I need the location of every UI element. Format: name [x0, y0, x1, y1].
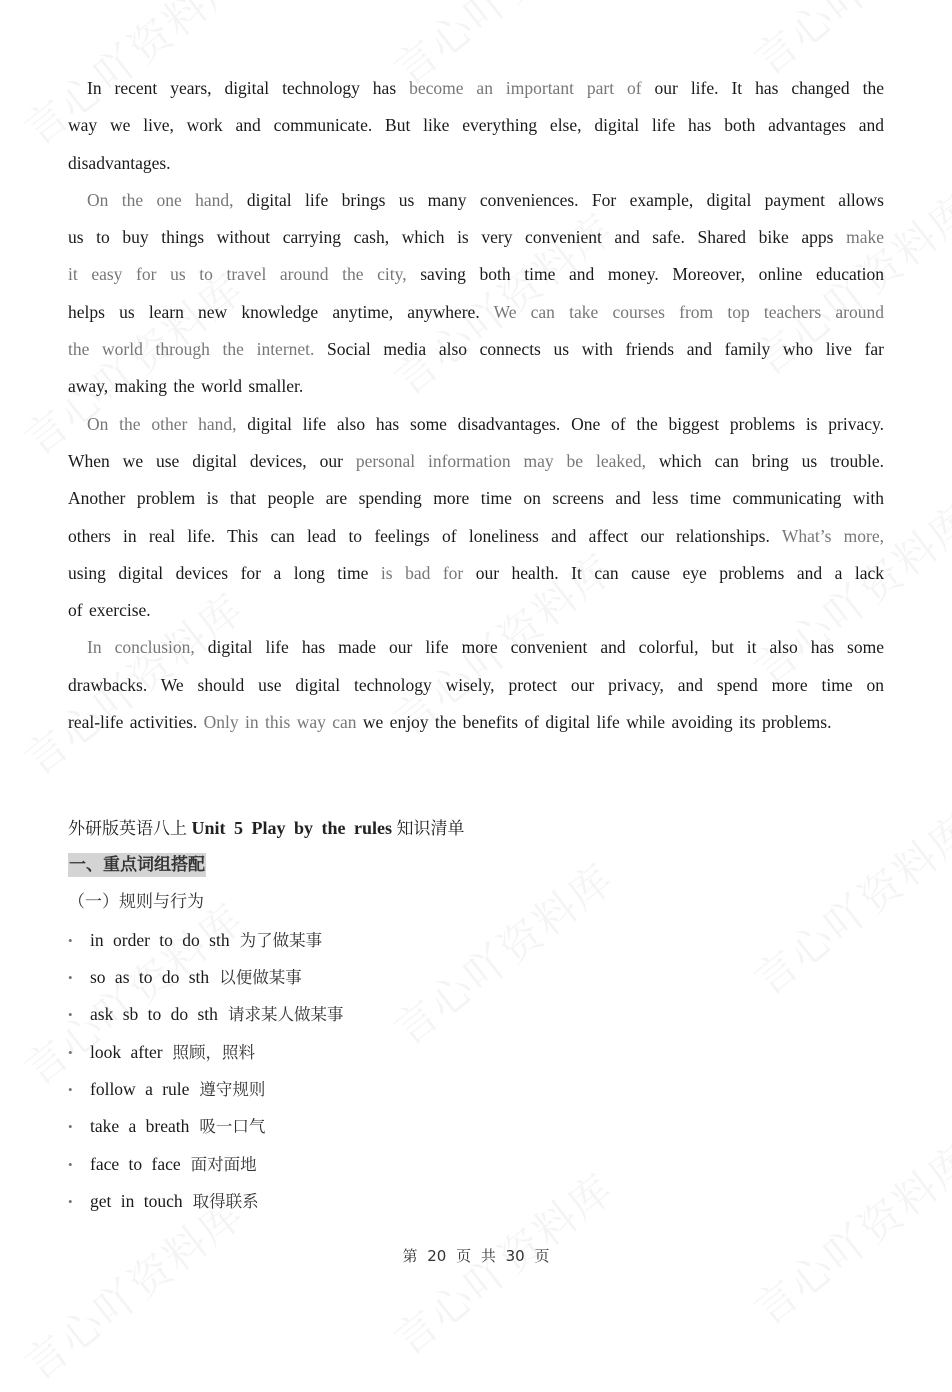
text-run: digital life also has some disadvantages. One of the biggest problems is privacy.: [236, 413, 884, 434]
bullet-icon: •: [68, 1082, 73, 1098]
paragraph-1-line: [68, 70, 884, 107]
sub-heading: （一）规则与行为: [68, 892, 204, 912]
phrase-chinese: 为了做某事: [239, 930, 323, 950]
text-run: our health. It can cause eye problems and a lack: [463, 562, 884, 583]
paragraph-3-line: [68, 518, 884, 555]
phrase-english: look after: [90, 1041, 163, 1062]
section-heading-text: 一、重点词组搭配: [69, 855, 205, 875]
text-run: using digital devices for a long time: [68, 562, 381, 583]
phrase-english: in order to do sth: [90, 929, 230, 950]
page-number: 第 20 页 共 30 页: [402, 1247, 550, 1265]
phrase-english: face to face: [90, 1153, 181, 1174]
list-item: [68, 959, 888, 996]
list-item: [68, 1034, 888, 1071]
highlighted-phrase: make: [846, 227, 884, 248]
highlighted-phrase: the world through the internet.: [68, 339, 315, 360]
list-item: [68, 1146, 888, 1183]
document-title: [68, 810, 888, 847]
bullet-icon: •: [68, 1156, 73, 1172]
title-suffix: 知识清单: [396, 819, 465, 839]
highlighted-phrase: Only in this way can: [203, 712, 357, 733]
title-prefix: 外研版英语八上: [68, 819, 187, 839]
bullet-icon: •: [68, 1194, 73, 1210]
list-item: [68, 922, 888, 959]
paragraph-3-line: [68, 592, 884, 629]
text-run: disadvantages.: [68, 152, 171, 173]
bullet-icon: •: [68, 1044, 73, 1060]
paragraph-2-line: [68, 219, 884, 256]
phrase-english: take a breath: [90, 1116, 190, 1137]
text-run: we enjoy the benefits of digital life while avoiding its problems.: [356, 712, 832, 733]
highlighted-phrase: What’s more,: [781, 525, 884, 546]
phrase-chinese: 吸一口气: [199, 1117, 266, 1137]
highlighted-phrase: In conclusion,: [87, 637, 195, 658]
highlighted-phrase: We can take courses from top teachers around: [493, 301, 884, 322]
highlighted-phrase: On the one hand,: [87, 189, 234, 210]
text-run: of exercise.: [68, 600, 151, 621]
paragraph-1-line: [68, 145, 884, 182]
text-run: others in real life. This can lead to feelings of loneliness and affect our relationships.: [68, 525, 782, 546]
text-run: In recent years, digital technology has: [87, 78, 410, 98]
phrase-chinese: 遵守规则: [199, 1080, 266, 1100]
paragraph-3-line: [68, 480, 884, 517]
text-run: us to buy things without carrying cash, which is very convenient and safe. Shared bike apps: [68, 227, 847, 248]
text-run: away, making the world smaller.: [68, 376, 304, 397]
bullet-icon: •: [68, 1007, 73, 1023]
highlighted-phrase: is bad for: [380, 562, 464, 583]
paragraph-4-line: [68, 704, 884, 741]
text-run: helps us learn new knowledge anytime, anywhere.: [68, 301, 494, 322]
knowledge-list: [68, 810, 888, 1221]
paragraph-4-line: [68, 629, 884, 666]
list-item: [68, 1183, 888, 1220]
paragraph-1-line: [68, 107, 884, 144]
paragraph-3-line: [68, 406, 884, 443]
text-run: Social media also connects us with friends and family who live far: [314, 339, 884, 360]
phrase-english: get in touch: [90, 1191, 183, 1212]
paragraph-2-line: [68, 368, 884, 405]
phrase-list: [68, 922, 888, 1221]
bullet-icon: •: [68, 1119, 73, 1135]
title-unit: Unit 5 Play by the rules: [191, 818, 393, 838]
paragraph-2-line: [68, 256, 884, 293]
list-item: [68, 1108, 888, 1145]
paragraph-2-line: [68, 182, 884, 219]
paragraph-2-line: [68, 294, 884, 331]
phrase-chinese: 取得联系: [192, 1192, 259, 1212]
text-run: Another problem is that people are spending more time on screens and less time communicating with: [68, 488, 884, 509]
phrase-english: so as to do sth: [90, 966, 210, 987]
section-heading: [68, 847, 888, 884]
phrase-english: follow a rule: [90, 1079, 190, 1100]
paragraph-2-line: [68, 331, 884, 368]
highlighted-phrase: it easy for us to travel around the city,: [68, 264, 407, 285]
highlighted-phrase: become an important part of: [409, 78, 642, 98]
paragraph-3-line: [68, 555, 884, 592]
essay-body: [68, 70, 884, 741]
highlighted-phrase: personal information may be leaked,: [355, 450, 646, 471]
phrase-english: ask sb to do sth: [90, 1004, 218, 1025]
bullet-icon: •: [68, 932, 73, 948]
highlighted-phrase: On the other hand,: [87, 413, 237, 434]
text-run: digital life brings us many conveniences. For example, digital payment allows: [233, 189, 884, 210]
text-run: saving both time and money. Moreover, online education: [406, 264, 885, 285]
phrase-chinese: 照顾，照料: [172, 1042, 256, 1062]
text-run: drawbacks. We should use digital technology wisely, protect our privacy, and spend more time on: [68, 674, 884, 695]
text-run: real-life activities.: [68, 712, 204, 733]
phrase-chinese: 面对面地: [190, 1154, 257, 1174]
phrase-chinese: 以便做某事: [219, 967, 302, 987]
text-run: way we live, work and communicate. But like everything else, digital life has both advantages and: [68, 115, 884, 136]
paragraph-4-line: [68, 667, 884, 704]
text-run: which can bring us trouble.: [646, 450, 884, 471]
list-item: [68, 996, 888, 1033]
paragraph-3-line: [68, 443, 884, 480]
bullet-icon: •: [68, 969, 73, 985]
phrase-chinese: 请求某人做某事: [227, 1005, 344, 1025]
text-run: When we use digital devices, our: [68, 450, 356, 471]
list-item: [68, 1071, 888, 1108]
text-run: our life. It has changed the: [641, 78, 884, 98]
text-run: digital life has made our life more convenient and colorful, but it also has some: [194, 637, 884, 658]
